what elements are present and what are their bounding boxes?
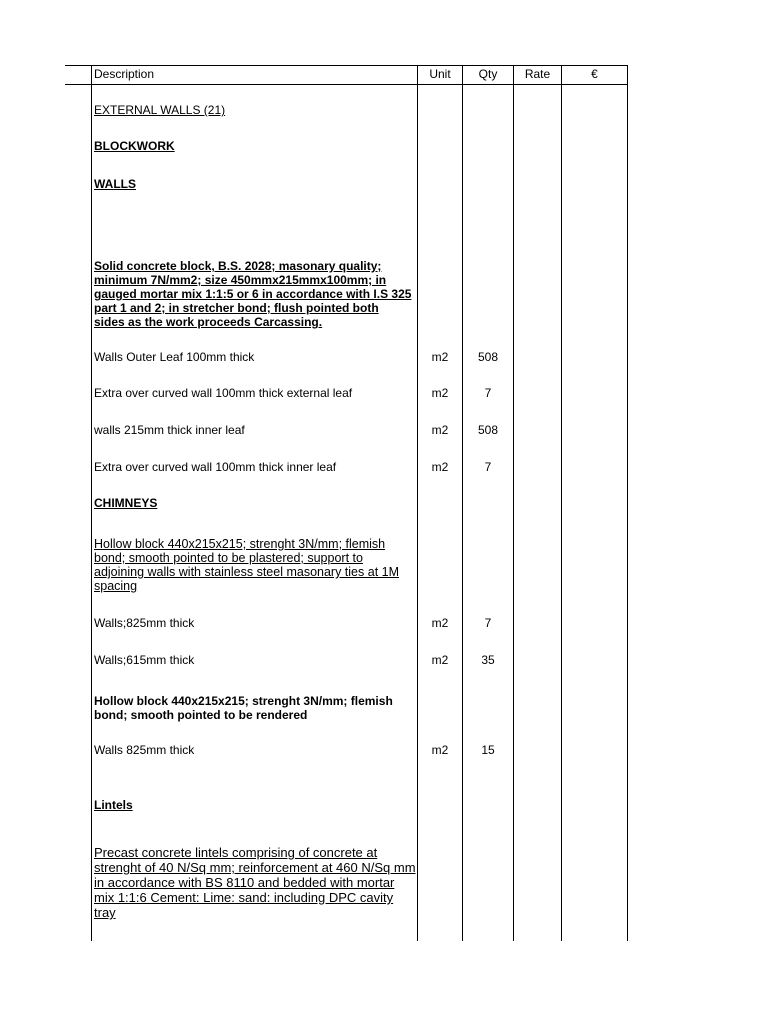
description-hollow-block-plastered: Hollow block 440x215x215; strenght 3N/mm; flemish bond; smooth pointed to be plastered; support to adjoining walls with stainless steel masonary ties at 1M spacing [94, 537, 399, 593]
item-unit: m2 [431, 423, 449, 437]
item-unit: m2 [431, 616, 449, 630]
item-unit: m2 [431, 386, 449, 400]
item-unit: m2 [431, 460, 449, 474]
col-divider-unit-qty [462, 65, 463, 941]
item-unit: m2 [431, 350, 449, 364]
item-description: Walls 825mm thick [94, 743, 195, 757]
description-hollow-block-rendered: Hollow block 440x215x215; strenght 3N/mm; flemish bond; smooth pointed to be rendered [94, 694, 393, 722]
description-precast-lintels: Precast concrete lintels comprising of concrete at strenght of 40 N/Sq mm; reinforcement at 460 N/Sq mm in accordance with BS 8110 and bedded with mortar mix 1:1:6 Cement: Lime: sand: including DPC cavity tray [94, 845, 416, 920]
col-divider-qty-rate [513, 65, 514, 941]
header-bottom-border [65, 84, 628, 85]
item-qty: 7 [484, 460, 492, 474]
section-blockwork: BLOCKWORK [94, 139, 175, 153]
section-external-walls: EXTERNAL WALLS (21) [94, 103, 226, 117]
section-lintels: Lintels [94, 798, 133, 812]
item-qty: 508 [477, 350, 499, 364]
item-qty: 35 [481, 653, 495, 667]
col-divider-rate-amount [561, 65, 562, 941]
section-chimneys: CHIMNEYS [94, 496, 158, 510]
item-description: Extra over curved wall 100mm thick external leaf [94, 386, 353, 400]
item-qty: 7 [484, 616, 492, 630]
section-walls: WALLS [94, 177, 136, 191]
header-unit: Unit [429, 67, 451, 81]
item-description: walls 215mm thick inner leaf [94, 423, 245, 437]
item-qty: 7 [484, 386, 492, 400]
item-unit: m2 [431, 743, 449, 757]
item-description: Walls Outer Leaf 100mm thick [94, 350, 255, 364]
item-unit: m2 [431, 653, 449, 667]
item-description: Walls;615mm thick [94, 653, 195, 667]
item-description: Extra over curved wall 100mm thick inner leaf [94, 460, 337, 474]
header-qty: Qty [478, 67, 498, 81]
header-rate: Rate [524, 67, 551, 81]
item-qty: 15 [481, 743, 495, 757]
item-qty: 508 [477, 423, 499, 437]
col-divider-right [627, 65, 628, 941]
description-solid-block: Solid concrete block, B.S. 2028; masonary quality; minimum 7N/mm2; size 450mmx215mmx100mm; in gauged mortar mix 1:1:5 or 6 in accordance with I.S 325 part 1 and 2; in stretcher bond; flush pointed both sides as the work proceeds Carcassing. [94, 259, 412, 329]
item-description: Walls;825mm thick [94, 616, 195, 630]
header-description: Description [94, 67, 155, 81]
header-amount: € [591, 67, 598, 81]
col-divider-left [91, 65, 92, 941]
col-divider-desc-unit [417, 65, 418, 941]
